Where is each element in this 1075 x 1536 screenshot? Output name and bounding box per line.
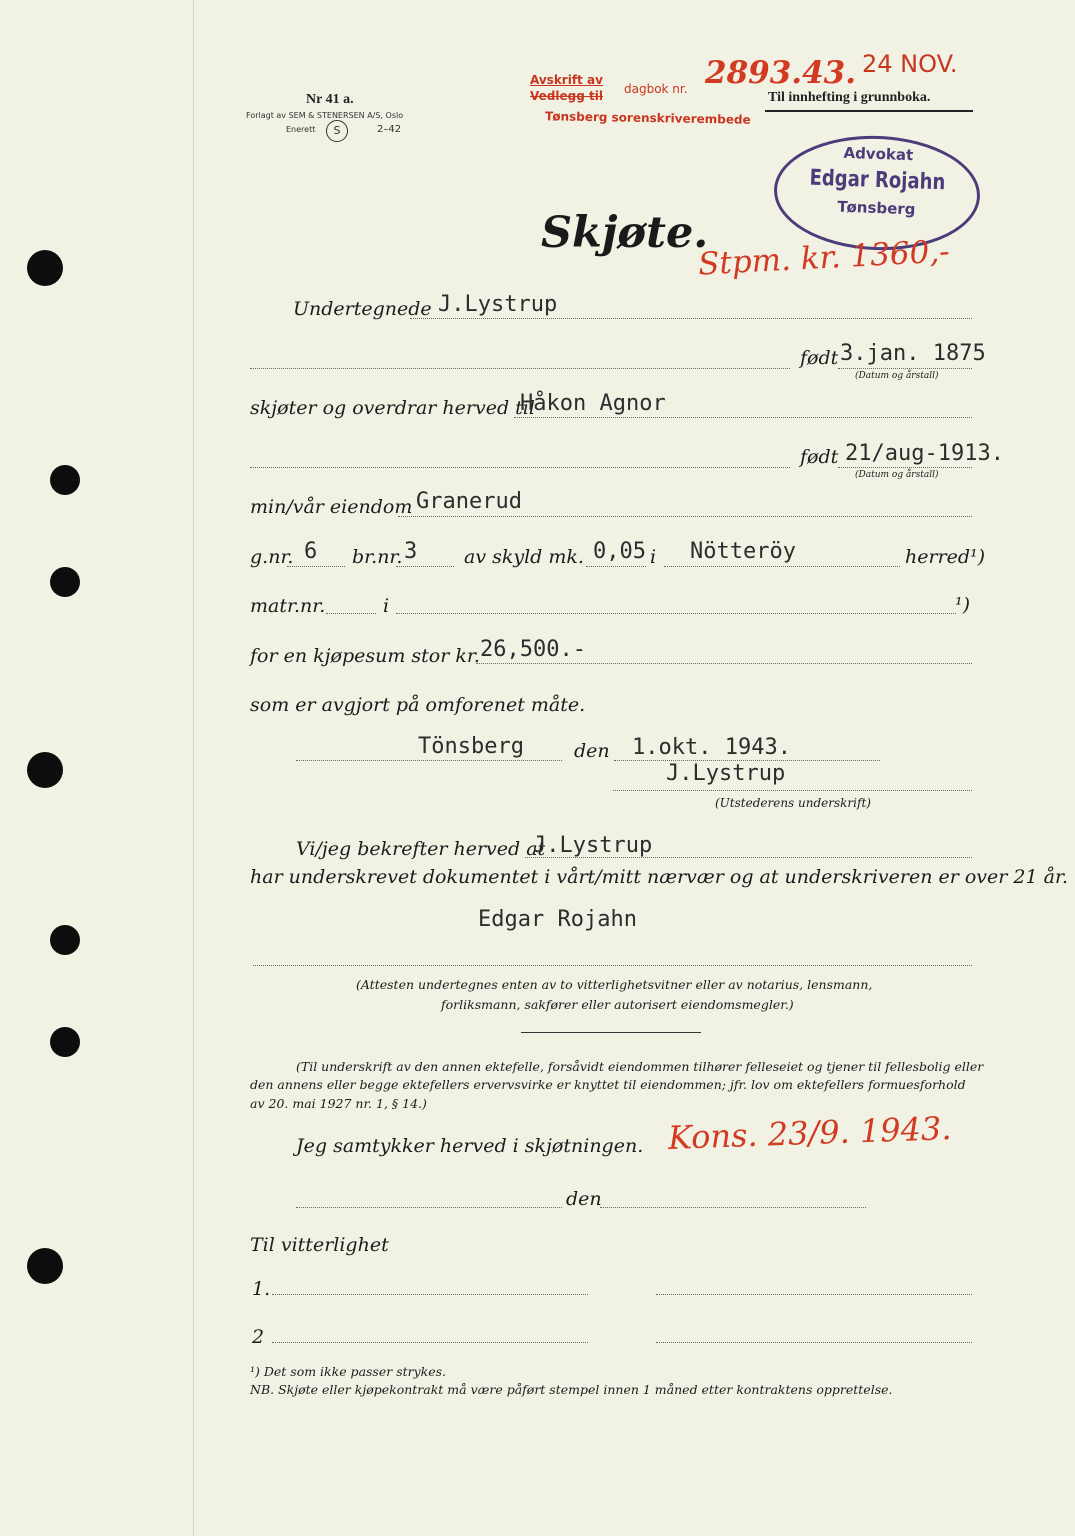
seller-line [410, 318, 972, 319]
spouse-note-line2: den annens eller begge ektefellers ervervsvirke er knyttet til eiendommen; jfr. lov om ektefellers formuesforhold [250, 1077, 966, 1092]
lawyer-stamp-line3: Tønsberg [837, 197, 916, 219]
date-stamp: 24 NOV. [862, 50, 958, 78]
form-number: Nr 41 a. [306, 92, 354, 107]
place: Tönsberg [418, 734, 524, 759]
witness-1-line-right [656, 1294, 972, 1295]
issuer-signature-line [613, 790, 972, 791]
buyer-birth-value-line [838, 467, 972, 468]
document-title: Skjøte. [541, 208, 709, 258]
publisher-line: Forlagt av SEM & STENERSEN A/S, Oslo [246, 111, 404, 120]
settled-text: som er avgjort på omforenet måte. [250, 694, 586, 716]
witness-2-line-left [272, 1342, 588, 1343]
journal-number: 2893.43. [705, 55, 857, 91]
sign-date: 1.okt. 1943. [632, 735, 791, 760]
property-name: Granerud [416, 489, 522, 514]
punch-hole [50, 465, 80, 495]
margin-line [193, 0, 194, 1536]
witness-2-line-right [656, 1342, 972, 1343]
publisher-logo: S [326, 120, 348, 142]
datum-hint-2: (Datum og årstall) [855, 470, 939, 480]
matrnr-label: matr.nr. [250, 595, 326, 617]
spouse-note-line1: (Til underskrift av den annen ektefelle, forsåvidt eiendommen tilhører felleseiet og tjener til fellesbolig eller [296, 1059, 984, 1074]
consent-place-line [296, 1207, 562, 1208]
attest-witness-line [253, 965, 972, 966]
consent-handwritten: Kons. 23/9. 1943. [667, 1109, 953, 1157]
spouse-note-line3: av 20. mai 1927 nr. 1, § 14.) [250, 1096, 427, 1111]
seller-birth-value-line [838, 368, 972, 369]
datum-hint: (Datum og årstall) [855, 371, 939, 381]
punch-hole [27, 752, 63, 788]
consent-text: Jeg samtykker herved i skjøtningen. [296, 1135, 644, 1157]
stamp-fee-note: Stpm. kr. 1360,- [697, 233, 951, 283]
municipality: Nötteröy [690, 539, 796, 564]
binding-underline [765, 110, 973, 112]
place-line [296, 760, 562, 761]
seller-fodt-label: født [800, 347, 839, 369]
skyld-value: 0,05 [593, 539, 646, 564]
lawyer-stamp [772, 132, 982, 253]
form-date: 2–42 [377, 124, 402, 135]
section-divider [521, 1032, 701, 1033]
footer-footnote: ¹) Det som ikke passer strykes. [250, 1364, 447, 1379]
stamp-avskrift: Avskrift av [530, 73, 603, 87]
buyer-name: Håkon Agnor [520, 391, 666, 416]
punch-hole [50, 567, 80, 597]
matrnr-line [326, 613, 376, 614]
attest-signer: J.Lystrup [533, 833, 653, 858]
witness-1-number: 1. [252, 1278, 271, 1300]
seller-name: J.Lystrup [438, 292, 558, 317]
property-line [398, 516, 972, 517]
lawyer-stamp-line1: Advokat [843, 143, 914, 165]
consent-date-line [600, 1207, 866, 1208]
brnr-line [396, 566, 454, 567]
attest-line1-label: Vi/jeg bekrefter herved at [296, 838, 546, 860]
issuer-signature: J.Lystrup [666, 761, 786, 786]
buyer-line [514, 417, 972, 418]
skyld-line [586, 566, 646, 567]
herred-label: herred¹) [905, 546, 986, 568]
copyright-line: Enerett [286, 125, 316, 134]
price-value: 26,500.- [480, 637, 586, 662]
punch-hole [27, 1248, 63, 1284]
buyer-birth-line [250, 467, 790, 468]
buyer-fodt-label: født [800, 446, 839, 468]
consent-den-label: den [566, 1188, 602, 1210]
price-line [476, 663, 972, 664]
issuer-hint: (Utstederens underskrift) [715, 796, 871, 810]
witness-2-number: 2 [252, 1326, 265, 1348]
attest-line2: har underskrevet dokumentet i vårt/mitt nærvær og at underskriveren er over 21 år. [250, 866, 1068, 888]
witness-1-line-left [272, 1294, 588, 1295]
gnr-value: 6 [304, 539, 318, 564]
skyld-i-label: i [650, 546, 657, 568]
municipality-line [664, 566, 900, 567]
price-label: for en kjøpesum stor kr. [250, 645, 480, 667]
buyer-birth: 21/aug-1913. [845, 441, 1004, 466]
stamp-dagbok: dagbok nr. [624, 82, 688, 96]
punch-hole [27, 250, 63, 286]
footer-nb: NB. Skjøte eller kjøpekontrakt må være påført stempel innen 1 måned etter kontraktens opprettelse. [250, 1382, 893, 1397]
den-label: den [574, 740, 610, 762]
gnr-label: g.nr. [250, 546, 294, 568]
brnr-label: br.nr. [352, 546, 403, 568]
attest-note-line2: forliksmann, sakfører eller autorisert eiendomsmegler.) [441, 997, 794, 1012]
matr-footnote: ¹) [955, 594, 971, 616]
witnesses-label: Til vitterlighet [250, 1234, 389, 1256]
matr-place-line [396, 613, 956, 614]
seller-birth-line [250, 368, 790, 369]
brnr-value: 3 [404, 539, 418, 564]
lawyer-stamp-line2: Edgar Rojahn [809, 165, 946, 196]
attest-witness: Edgar Rojahn [478, 907, 637, 932]
skyld-label: av skyld mk. [464, 546, 584, 568]
office-stamp: Tønsberg sorenskriverembede [544, 109, 751, 127]
transfer-label: skjøter og overdrar herved til [250, 397, 535, 419]
stamp-vedlegg: Vedlegg til [530, 89, 603, 103]
gnr-line [287, 566, 345, 567]
seller-birth: 3.jan. 1875 [840, 341, 986, 366]
punch-hole [50, 925, 80, 955]
binding-note: Til innhefting i grunnboka. [768, 90, 931, 105]
undertegnede-label: Undertegnede [293, 298, 432, 320]
attest-note-line1: (Attesten undertegnes enten av to vitterlighetsvitner eller av notarius, lensmann, [356, 977, 873, 992]
eiendom-label: min/vår eiendom [250, 496, 413, 518]
punch-hole [50, 1027, 80, 1057]
matr-i-label: i [383, 595, 390, 617]
